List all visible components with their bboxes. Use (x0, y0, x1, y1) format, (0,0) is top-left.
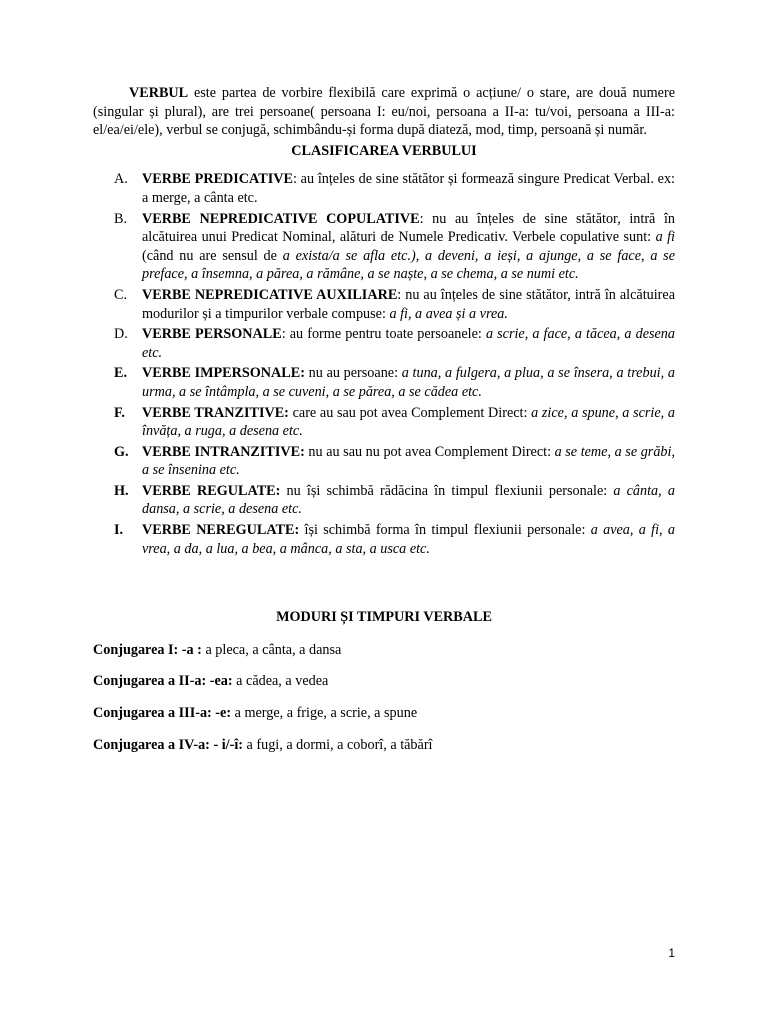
item-term: VERBE REGULATE: (142, 482, 281, 499)
document-page (93, 84, 675, 767)
classification-list (93, 170, 675, 558)
conjugation-line (93, 736, 675, 755)
item-term: VERBE TRANZITIVE: (142, 404, 289, 421)
item-text: nu își schimbă rădăcina în timpul flexiunii personale: (280, 482, 614, 499)
list-item (93, 325, 675, 362)
item-body (142, 364, 675, 401)
item-body (142, 443, 675, 480)
item-body (142, 325, 675, 362)
item-text-2: (când nu are sensul de (142, 247, 283, 264)
item-marker: D. (114, 326, 128, 343)
item-term: VERBE INTRANZITIVE: (142, 443, 305, 460)
item-text: : au forme pentru toate persoanele: (281, 326, 486, 343)
item-term: VERBE IMPERSONALE: (142, 365, 305, 382)
list-item (93, 404, 675, 441)
item-body (142, 170, 675, 207)
item-marker: F. (114, 404, 125, 421)
item-term: VERBE PREDICATIVE (142, 171, 293, 188)
page-number: 1 (668, 946, 675, 960)
conjugation-examples: a merge, a frige, a scrie, a spune (231, 705, 418, 722)
item-term: VERBE NEREGULATE: (142, 522, 300, 539)
list-item (93, 170, 675, 207)
conjugation-label: Conjugarea a IV-a: - i/-î: (93, 736, 243, 753)
item-body (142, 404, 675, 441)
item-examples-2: a exista/a se afla etc.), a deveni, a ieși, a ajunge, a se face, a se preface, a însemna, a părea, a rămâne, a se naște, a se chema, a se numi etc. (142, 247, 676, 283)
item-term: VERBE NEPREDICATIVE COPULATIVE (142, 210, 420, 227)
item-marker: I. (114, 522, 124, 539)
item-text: care au sau pot avea Complement Direct: (288, 404, 532, 421)
item-marker: E. (114, 365, 128, 382)
item-examples: a scrie, a face, a tăcea, a desena etc. (142, 326, 675, 361)
item-term: VERBE NEPREDICATIVE AUXILIARE (142, 286, 398, 303)
item-text: : au înțeles de sine stătător și formează singure Predicat Verbal. ex: a merge, a cânta etc. (142, 171, 676, 206)
item-examples: a fi, a avea și a vrea. (389, 305, 508, 322)
moods-title: MODURI ȘI TIMPURI VERBALE (276, 609, 492, 626)
list-item (93, 521, 675, 558)
list-item (93, 443, 675, 480)
conjugation-examples: a pleca, a cânta, a dansa (201, 641, 342, 658)
item-examples: a tuna, a fulgera, a plua, a se însera, a trebui, a urma, a se întâmpla, a se cuveni, a se părea, a se cădea etc. (142, 365, 675, 400)
item-marker: A. (114, 171, 128, 188)
conjugation-line (93, 704, 675, 723)
conjugation-line (93, 641, 675, 660)
item-examples: a zice, a spune, a scrie, a învăța, a ruga, a desena etc. (142, 404, 675, 440)
conjugation-label: Conjugarea a III-a: -e: (93, 705, 232, 722)
list-item (93, 286, 675, 323)
item-term: VERBE PERSONALE (142, 326, 282, 343)
item-text: nu au sau nu pot avea Complement Direct: (304, 443, 555, 460)
item-body (142, 521, 675, 558)
item-text: își schimbă forma în timpul flexiunii personale: (299, 522, 591, 539)
item-examples: a cânta, a dansa, a scrie, a desena etc. (142, 482, 675, 518)
item-text: : nu au înțeles de sine stătător, intră în alcătuirea modurilor și a timpurilor verbale compuse: (142, 286, 675, 322)
item-text: nu au persoane: (304, 365, 402, 382)
item-body (142, 286, 675, 323)
item-marker: B. (114, 210, 128, 227)
intro-paragraph (93, 84, 675, 140)
conjugation-label: Conjugarea I: -a : (93, 641, 202, 658)
item-marker: H. (114, 482, 129, 499)
list-item (93, 364, 675, 401)
classification-title: CLASIFICAREA VERBULUI (291, 142, 477, 159)
item-examples: a avea, a fi, a vrea, a da, a lua, a bea, a mânca, a sta, a usca etc. (142, 522, 676, 557)
conjugation-examples: a fugi, a dormi, a coborî, a tăbărî (243, 736, 433, 753)
intro-text: este partea de vorbire flexibilă care exprimă o acțiune/ o stare, are două numere (singular și plural), are trei persoane( persoana I: eu/noi, persoana a II-a: tu/voi, persoana a III-a: el/ea/ei/ele), verbul se conjugă, schimbându-și forma după diateză, mod, timp, persoană și număr. (93, 85, 675, 139)
item-marker: G. (114, 443, 129, 460)
item-examples: a fi (655, 229, 676, 246)
list-item (93, 210, 675, 284)
conjugation-examples: a cădea, a vedea (232, 673, 329, 690)
item-body (142, 210, 675, 284)
item-marker: C. (114, 286, 128, 303)
conjugation-list (93, 641, 675, 754)
conjugation-label: Conjugarea a II-a: -ea: (93, 673, 233, 690)
list-item (93, 482, 675, 519)
item-text: : nu au înțeles de sine stătător, intră în alcătuirea unui Predicat Nominal, alături de Numele Predicativ. Verbele copulative sunt: (142, 210, 675, 246)
conjugation-line (93, 672, 675, 691)
item-body (142, 482, 675, 519)
intro-lead: VERBUL (129, 85, 189, 101)
item-examples: a se teme, a se grăbi, a se însenina etc. (142, 443, 675, 479)
